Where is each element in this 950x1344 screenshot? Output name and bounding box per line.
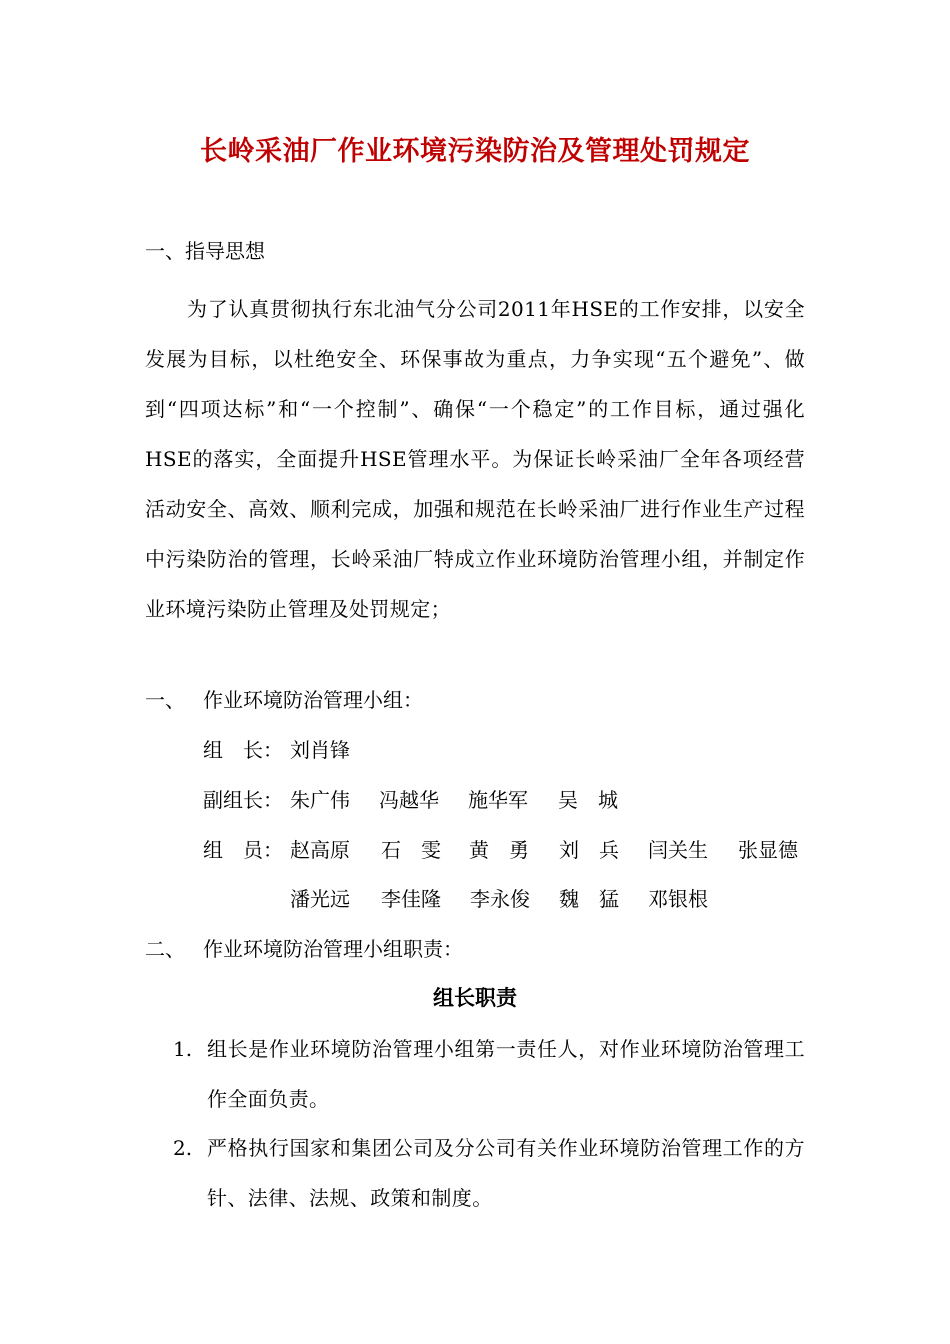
list-item — [145, 1123, 805, 1223]
members-label: 组 员： — [203, 838, 283, 862]
section-heading-group: 作业环境防治管理小组： — [203, 688, 423, 712]
list-item-number: 2. — [173, 1136, 193, 1160]
list-item-number: 1. — [173, 1037, 193, 1061]
leader-name: 刘肖锋 — [290, 738, 350, 762]
member-name: 魏 猛 — [559, 887, 619, 911]
member-name: 石 雯 — [381, 838, 441, 862]
document-title: 长岭采油厂作业环境污染防治及管理处罚规定 — [200, 136, 750, 167]
list-item — [145, 1024, 805, 1124]
member-name: 黄 勇 — [469, 838, 529, 862]
deputy-label: 副组长： — [203, 788, 283, 812]
member-name: 李佳隆 — [381, 887, 441, 911]
section-number-group: 一、 — [145, 688, 185, 712]
section-heading-guiding-thought: 一、指导思想 — [145, 239, 265, 263]
list-item-text: 组长是作业环境防治管理小组第一责任人，对作业环境防治管理工作全面负责。 — [207, 1037, 805, 1111]
section-heading-duties: 作业环境防治管理小组职责： — [203, 937, 463, 961]
deputy-name: 朱广伟 — [290, 788, 350, 812]
deputy-name: 冯越华 — [379, 788, 439, 812]
deputy-name: 施华军 — [468, 788, 528, 812]
section-number-duties: 二、 — [145, 937, 185, 961]
member-name: 李永俊 — [470, 887, 530, 911]
member-name: 刘 兵 — [559, 838, 619, 862]
deputy-row — [203, 785, 823, 815]
guiding-thought-paragraph: 为了认真贯彻执行东北油气分公司2011年HSE的工作安排，以安全发展为目标，以杜绝安全、环保事故为重点，力争实现“五个避免”、做到“四项达标”和“一个控制”、确保“一个稳定”的工作目标，通过强化HSE的落实，全面提升HSE管理水平。为保证长岭采油厂全年各项经营活动安全、高效、顺利完成，加强和规范在长岭采油厂进行作业生产过程中污染防治的管理，长岭采油厂特成立作业环境防治管理小组，并制定作业环境污染防止管理及处罚规定； — [145, 297, 805, 621]
deputy-name: 吴 城 — [558, 788, 618, 812]
subsection-title-leader-duties: 组长职责 — [433, 985, 517, 1010]
member-name: 闫关生 — [648, 838, 708, 862]
member-name: 邓银根 — [648, 887, 708, 911]
member-name: 赵高原 — [290, 838, 350, 862]
member-name: 张显德 — [738, 838, 798, 862]
member-name: 潘光远 — [290, 887, 350, 911]
list-item-text: 严格执行国家和集团公司及分公司有关作业环境防治管理工作的方针、法律、法规、政策和制度。 — [207, 1136, 805, 1210]
leader-row — [203, 735, 823, 765]
members-row-continued — [203, 884, 823, 914]
leader-label: 组 长： — [203, 738, 283, 762]
members-row — [203, 835, 823, 865]
